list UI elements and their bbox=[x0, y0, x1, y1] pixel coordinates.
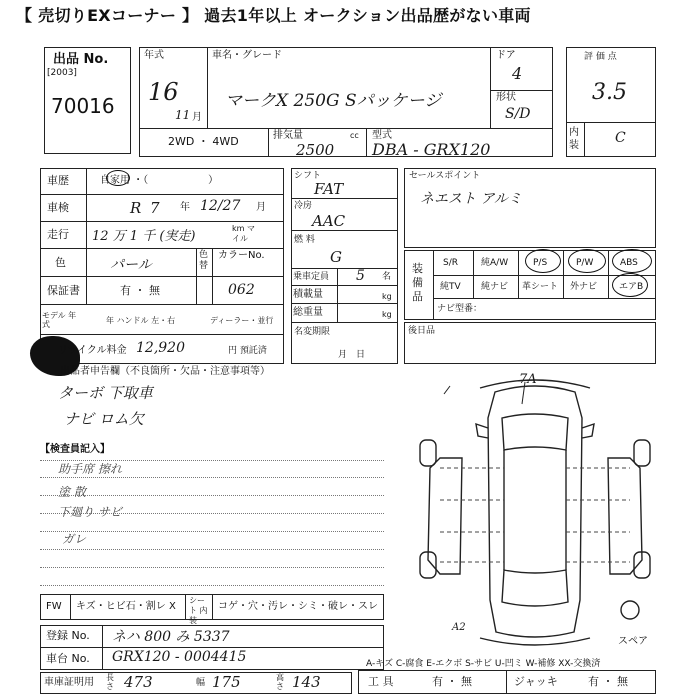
history-value: 自家用 ・（ ） bbox=[100, 175, 219, 186]
capacity-label: 乗車定員 bbox=[293, 272, 330, 282]
fw-interior-values: コゲ・穴・汚レ・シミ・破レ・スレ bbox=[218, 601, 378, 612]
dims-wid-hw: 175 bbox=[212, 673, 241, 691]
page-title: 【 売切りEXコーナー 】 過去1年以上 オークション出品歴がない車両 bbox=[16, 6, 531, 25]
later-label: 後日品 bbox=[408, 326, 436, 336]
dims-len-label: 長さ bbox=[106, 673, 114, 691]
dims-label: 車庫証明用 bbox=[44, 677, 94, 688]
inspector-label: 【検査員記入】 bbox=[40, 444, 110, 455]
equip-extnavi: 外ナビ bbox=[570, 282, 598, 292]
diagram-mark-top: 7A bbox=[519, 372, 537, 387]
dealer-label: ディーラー・並行 bbox=[210, 316, 274, 325]
interior-hw: C bbox=[615, 130, 626, 146]
sales-hw: ネエスト アルミ bbox=[420, 191, 522, 207]
equip-aw: 純A/W bbox=[481, 258, 509, 268]
interior-label: 内 装 bbox=[569, 127, 579, 151]
grade-score-hw: 3.5 bbox=[592, 80, 627, 105]
fw-seat-label: シート 内装 bbox=[189, 596, 208, 625]
equip-ps: P/S bbox=[533, 258, 548, 268]
shift-hw: FAT bbox=[314, 180, 344, 198]
handle-label: 年 ハンドル 左・右 bbox=[106, 316, 176, 325]
warranty-label: 保証書 bbox=[47, 284, 80, 297]
inspector-line-3: 下廻り サビ bbox=[58, 505, 122, 519]
shaken-label: 車検 bbox=[47, 201, 69, 214]
recycle-label: リサイクル料金 bbox=[58, 345, 127, 356]
fw-label: FW bbox=[46, 601, 62, 612]
equip-pw: P/W bbox=[576, 258, 594, 268]
equip-tv: 純TV bbox=[440, 282, 461, 292]
circle-abs bbox=[612, 249, 652, 273]
shaken-year-hw: 7 bbox=[150, 199, 160, 217]
chassis-hw: GRX120 - 0004415 bbox=[112, 649, 247, 665]
inspector-line-1: 助手席 擦れ bbox=[58, 462, 122, 476]
car-diagram bbox=[400, 370, 670, 655]
recycle-unit: 円 預託済 bbox=[228, 346, 267, 356]
equipment-label: 装 備 品 bbox=[412, 262, 423, 303]
equip-sr: S/R bbox=[443, 258, 458, 268]
warranty-value: 有 ・ 無 bbox=[120, 284, 160, 297]
registration-label: 登録 No. bbox=[46, 629, 90, 642]
shape-label: 形状 bbox=[496, 92, 516, 103]
capacity-unit: 名 bbox=[382, 272, 392, 282]
circle-airbag bbox=[612, 273, 648, 297]
color-hw: パール bbox=[110, 257, 152, 273]
history-circle bbox=[106, 170, 130, 186]
grade-label: 評 価 点 bbox=[584, 52, 617, 62]
month-unit: 月 bbox=[192, 112, 202, 123]
lot-label: 出品 No. bbox=[53, 52, 109, 67]
spare-label: スペア bbox=[618, 636, 648, 647]
fuel-hw: G bbox=[330, 248, 342, 266]
notes-label: 出品者申告欄（不良箇所・欠品・注意事項等） bbox=[60, 366, 270, 377]
colorno-label: カラーNo. bbox=[218, 250, 265, 261]
mileage-hw: 12 万 1 千 (実走) bbox=[92, 229, 196, 244]
type-hw: DBA - GRX120 bbox=[372, 140, 491, 159]
dims-len-hw: 473 bbox=[124, 673, 153, 691]
year-hw: 16 bbox=[148, 78, 179, 106]
model-hw: マークX 250G Sパッケージ bbox=[225, 91, 442, 111]
navi-model-label: ナビ型番： bbox=[437, 304, 483, 314]
dims-wid-label: 幅 bbox=[196, 678, 206, 688]
mileage-label: 走行 bbox=[47, 228, 69, 241]
inspector-line-2: 塗 散 bbox=[58, 485, 86, 499]
recycle-hw: 12,920 bbox=[136, 340, 185, 356]
inspector-line-4: ガレ bbox=[62, 532, 87, 546]
drive-label: 2WD ・ 4WD bbox=[168, 135, 239, 148]
shape-hw: S/D bbox=[505, 106, 531, 122]
regdate-label: 名変期限 bbox=[294, 327, 331, 337]
displacement-label: 排気量 bbox=[273, 130, 303, 141]
later-box bbox=[404, 322, 656, 364]
fw-values: キズ・ヒビ石・割レ X bbox=[76, 601, 176, 612]
month-hw: 11 bbox=[175, 108, 191, 122]
colorno-hw: 062 bbox=[228, 282, 255, 298]
fuel-label: 燃 料 bbox=[294, 235, 315, 245]
capacity-hw: 5 bbox=[356, 268, 365, 284]
shaken-year-unit: 年 bbox=[180, 202, 190, 213]
history-label: 車歴 bbox=[47, 174, 69, 187]
mileage-units: km マイル bbox=[232, 224, 255, 243]
model-label: 車名・グレード bbox=[212, 50, 282, 61]
load-label: 積載量 bbox=[293, 289, 323, 300]
circle-pw bbox=[568, 249, 606, 273]
registration-hw: ネハ 800 み 5337 bbox=[112, 629, 230, 645]
color-change-label: 色 替 bbox=[199, 250, 209, 271]
notes-line1: ターボ 下取車 bbox=[58, 384, 153, 402]
type-label: 型式 bbox=[372, 130, 392, 141]
lot-year: [2003] bbox=[47, 68, 77, 78]
shaken-month-hw: 12/27 bbox=[200, 198, 241, 214]
equip-airbag: エアB bbox=[619, 282, 644, 292]
year-label: 年式 bbox=[144, 50, 164, 61]
shift-label: シフト bbox=[294, 171, 322, 181]
shaken-era: R bbox=[130, 199, 142, 217]
circle-ps bbox=[525, 249, 561, 273]
notes-line2: ナビ ロム欠 bbox=[64, 410, 144, 428]
chassis-label: 車台 No. bbox=[46, 652, 90, 665]
jack-value: 有 ・ 無 bbox=[588, 675, 628, 688]
cc-label: cc bbox=[350, 131, 359, 140]
regdate-unit: 月 日 bbox=[338, 350, 366, 360]
displacement-hw: 2500 bbox=[296, 141, 335, 159]
legend: A-キズ C-腐食 E-エクボ S-サビ U-凹ミ W-補修 XX-交換済 bbox=[366, 659, 601, 669]
diagram-mark-a2: A2 bbox=[452, 622, 466, 633]
color-label: 色 bbox=[55, 256, 66, 269]
gross-label: 総重量 bbox=[293, 307, 323, 318]
dims-hei-label: 高さ bbox=[276, 673, 284, 691]
tools-label: 工 具 bbox=[368, 675, 394, 688]
gross-unit: kg bbox=[382, 310, 392, 319]
ac-label: 冷房 bbox=[294, 201, 313, 211]
doors-label: ドア bbox=[496, 50, 516, 61]
lot-number: 70016 bbox=[51, 94, 115, 118]
ac-hw: AAC bbox=[312, 212, 346, 230]
dims-hei-hw: 143 bbox=[292, 673, 321, 691]
equip-leather: 革シート bbox=[522, 282, 559, 292]
lot-box bbox=[44, 47, 131, 154]
tools-value: 有 ・ 無 bbox=[432, 675, 472, 688]
doors-hw: 4 bbox=[512, 64, 523, 83]
sales-label: セールスポイント bbox=[409, 171, 481, 181]
manual-label: モデル 年 式 bbox=[42, 311, 77, 329]
equip-navi: 純ナビ bbox=[481, 282, 509, 292]
jack-label: ジャッキ bbox=[514, 675, 558, 688]
load-unit: kg bbox=[382, 292, 392, 301]
shaken-month-unit: 月 bbox=[256, 202, 266, 213]
equip-abs: ABS bbox=[620, 258, 638, 268]
